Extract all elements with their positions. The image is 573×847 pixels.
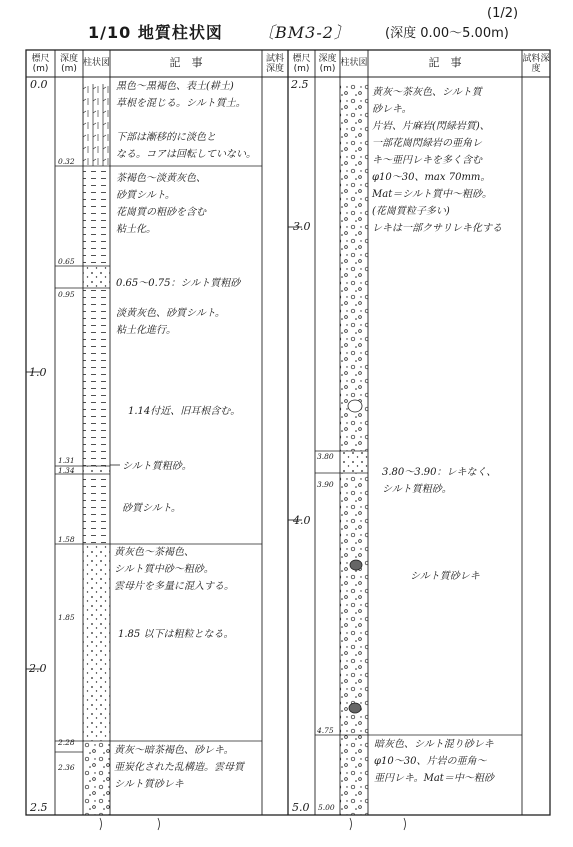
depth-value: 0.95 (58, 290, 75, 299)
depth-value: 3.90 (317, 480, 334, 489)
depth-value: 1.34 (58, 466, 75, 475)
col-header-description: 記 事 (169, 56, 203, 69)
description-silty-coarse-sand-2: 3.80〜3.90：レキなく、 シルト質粗砂。 (382, 467, 497, 495)
scale-mark: 2.5 (291, 78, 309, 91)
description-silty-gravel: シルト質砂レキ (410, 571, 480, 582)
depth-value: 0.32 (58, 157, 75, 166)
description-sandy-silt-2: 淡黄灰色、砂質シルト。 粘土化進行。 (116, 308, 225, 336)
col-header-log-right: 柱状図 (340, 58, 368, 68)
log-medium-sand (83, 544, 110, 741)
scale-mark: 0.0 (30, 78, 48, 91)
description-topsoil: 黒色〜黒褐色、表土(耕土) 草根を混じる。シルト質土。 下部は漸移的に淡色と なる。コアは回転していない。 (116, 81, 256, 160)
depth-value: 1.85 (58, 613, 75, 622)
description-silty-coarse-sand: 0.65〜0.75：シルト質粗砂 (116, 278, 241, 289)
col-header-description-right: 記 事 (428, 56, 462, 69)
col-header-sample-right: 試料深度 (522, 54, 550, 74)
col-header-sample: 試料深度 (265, 54, 284, 74)
description-sandy-silt: 茶褐色〜淡黄灰色、 砂質シルト。 花崗質の粗砂を含む 粘土化。 (116, 173, 206, 235)
log-silty-sand-2 (83, 466, 110, 474)
scale-mark: 5.0 (292, 801, 310, 814)
description-medium-sand: 黄灰色〜茶褐色、 シルト質中砂〜粗砂。 雲母片を多量に混入する。 (114, 547, 234, 592)
log-silty-sand-3 (340, 451, 368, 473)
page-number: (1/2) (487, 6, 519, 21)
scale-mark: 1.0 (29, 366, 47, 379)
log-gravel-2 (340, 84, 368, 451)
description-root-note: 1.14付近、旧耳根含む。 (128, 406, 241, 417)
depth-value: 5.00 (318, 803, 335, 812)
description-gravel-2: 黄灰〜茶灰色、シルト質 砂レキ。 片岩、片麻岩(閃緑岩質)、 一部花崗閃緑岩の亜角レ キ〜亜円レキを多く含む φ10〜30、max 70mm。 Mat＝シルト質中〜粗砂。 (花崗質粒子多い) レキは一部クサリレキ化する (372, 87, 502, 234)
col-header-log: 柱状図 (83, 58, 111, 68)
col-header-scale-right: 標尺(m) (292, 54, 311, 74)
scale-mark: 2.0 (29, 662, 47, 675)
description-coarse-note: 1.85 以下は粗粒となる。 (118, 629, 234, 640)
col-header-depth: 深度(m) (59, 54, 78, 74)
log-topsoil (83, 84, 110, 166)
description-dark-gray-gravel: 暗灰色、シルト混り砂レキ φ10〜30、片岩の亜角〜 亜円レキ。Mat＝中〜粗砂 (374, 739, 494, 784)
depth-value: 0.65 (58, 257, 75, 266)
borehole-code: 〔BM3-2〕 (258, 23, 351, 42)
depth-value: 1.58 (58, 535, 75, 544)
scale-mark: 3.0 (293, 220, 311, 233)
col-header-depth-right: 深度(m) (318, 54, 337, 74)
depth-value: 2.36 (58, 763, 75, 772)
log-gravel-1 (83, 741, 110, 815)
page-title: 1/10 地質柱状図 (88, 23, 223, 42)
scale-mark: 2.5 (30, 801, 48, 814)
log-sandy-silt-1 (83, 166, 110, 266)
log-silty-sand-1 (83, 266, 110, 288)
log-gravel-3 (340, 473, 368, 735)
col-header-scale: 標尺(m) (31, 54, 50, 74)
log-sandy-silt-2 (83, 288, 110, 466)
depth-value: 1.31 (58, 456, 75, 465)
log-sandy-silt-3 (83, 474, 110, 544)
depth-value: 2.28 (58, 738, 75, 747)
depth-value: 3.80 (317, 452, 334, 461)
depth-range: (深度 0.00〜5.00m) (385, 26, 509, 41)
log-gravel-4 (340, 735, 368, 815)
depth-value: 4.75 (317, 726, 334, 735)
description-sandy-silt-3: 砂質シルト。 (122, 503, 181, 514)
scale-mark: 4.0 (293, 514, 311, 527)
description-gravel: 黄灰〜暗茶褐色、砂レキ。 亜炭化された乱構造。雲母質 シルト質砂レキ (114, 745, 244, 790)
description-silty-sand: シルト質粗砂。 (122, 461, 192, 472)
